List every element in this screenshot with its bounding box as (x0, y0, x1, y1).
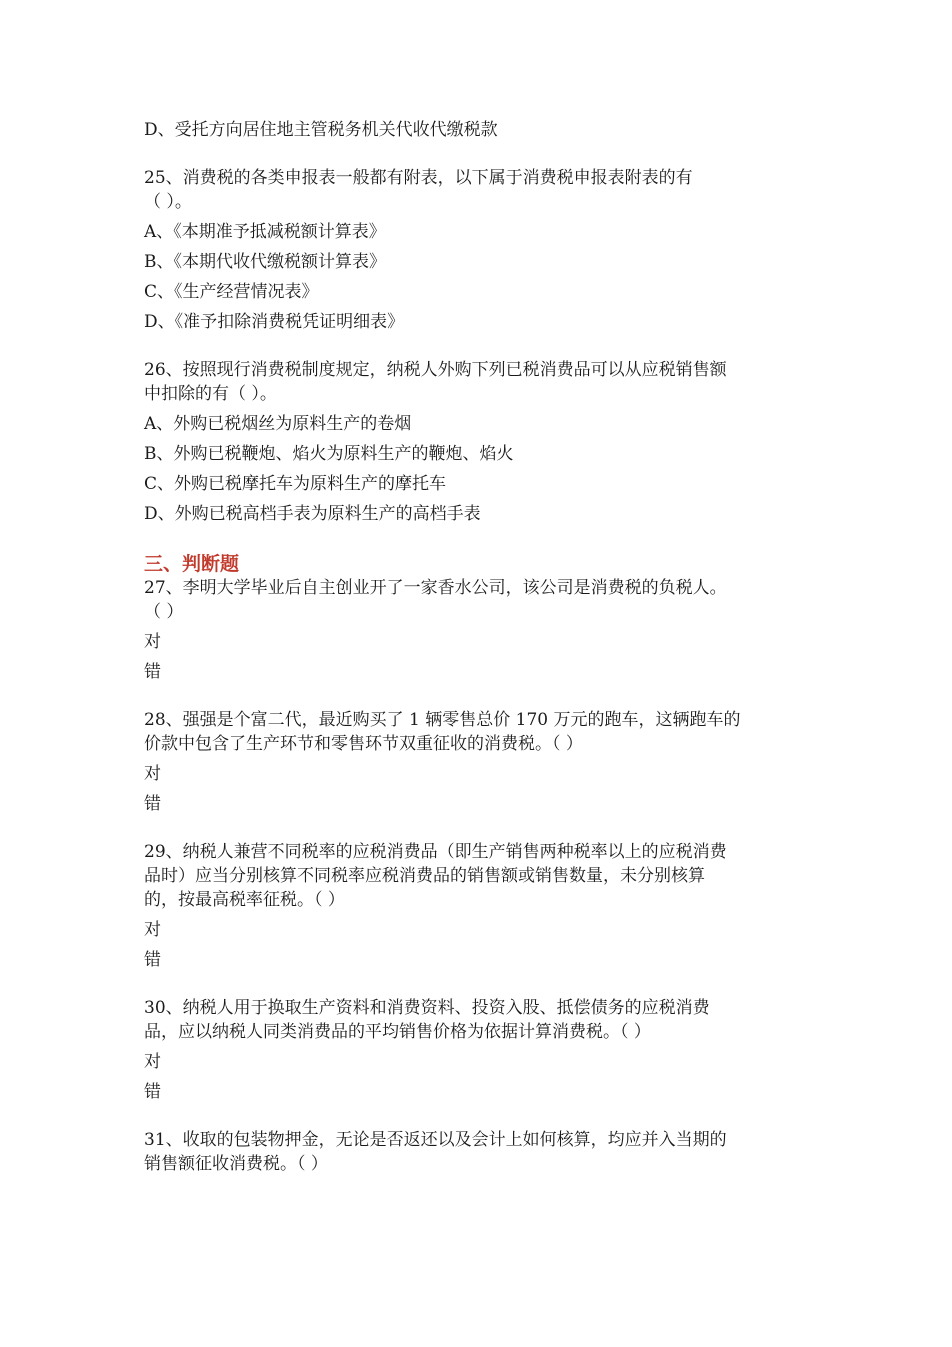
section-title-true-false: 三、判断题 (144, 553, 240, 575)
question-29 (144, 840, 814, 972)
option-a: A、《本期准予抵减税额计算表》 (144, 222, 386, 242)
option-c: C、外购已税摩托车为原料生产的摩托车 (144, 474, 447, 494)
question-stem: 27、李明大学毕业后自主创业开了一家香水公司，该公司是消费税的负税人。 (144, 578, 727, 598)
option-d: D、《准予扣除消费税凭证明细表》 (144, 312, 405, 332)
question-28 (144, 708, 814, 816)
question-stem: 销售额征收消费税。（ ） (144, 1154, 328, 1174)
option-false: 错 (144, 950, 161, 970)
question-stem: 25、消费税的各类申报表一般都有附表，以下属于消费税申报表附表的有 (144, 168, 693, 188)
option-a: A、外购已税烟丝为原料生产的卷烟 (144, 414, 412, 434)
option-d: D、外购已税高档手表为原料生产的高档手表 (144, 504, 481, 524)
question-30 (144, 996, 814, 1104)
option-b: B、《本期代收代缴税额计算表》 (144, 252, 386, 272)
option-true: 对 (144, 764, 161, 784)
question-stem: （ ）。 (144, 192, 192, 212)
question-31 (144, 1128, 814, 1176)
question-stem: 价款中包含了生产环节和零售环节双重征收的消费税。（ ） (144, 734, 583, 754)
option-c: C、《生产经营情况表》 (144, 282, 319, 302)
question-26 (144, 358, 814, 526)
question-25 (144, 166, 814, 334)
question-stem: 28、强强是个富二代，最近购买了 1 辆零售总价 170 万元的跑车，这辆跑车的 (144, 710, 741, 730)
question-stem: 中扣除的有（ ）。 (144, 384, 277, 404)
question-stem: 26、按照现行消费税制度规定，纳税人外购下列已税消费品可以从应税销售额 (144, 360, 727, 380)
question-list (144, 118, 814, 1176)
question-stem: （ ） (144, 602, 184, 622)
option-true: 对 (144, 1052, 161, 1072)
option-false: 错 (144, 662, 161, 682)
question-stem: 的，按最高税率征税。（ ） (144, 890, 345, 910)
option-b: B、外购已税鞭炮、焰火为原料生产的鞭炮、焰火 (144, 444, 514, 464)
option-d-q24: D、受托方向居住地主管税务机关代收代缴税款 (144, 120, 498, 140)
question-27 (144, 576, 814, 684)
question-stem: 31、收取的包装物押金，无论是否返还以及会计上如何核算，均应并入当期的 (144, 1130, 727, 1150)
option-false: 错 (144, 1082, 161, 1102)
question-stem: 30、纳税人用于换取生产资料和消费资料、投资入股、抵偿债务的应税消费 (144, 998, 710, 1018)
question-stem: 29、纳税人兼营不同税率的应税消费品（即生产销售两种税率以上的应税消费 (144, 842, 727, 862)
option-false: 错 (144, 794, 161, 814)
question-stem: 品时）应当分别核算不同税率应税消费品的销售额或销售数量，未分别核算 (144, 866, 705, 886)
question-stem: 品，应以纳税人同类消费品的平均销售价格为依据计算消费税。（ ） (144, 1022, 651, 1042)
option-true: 对 (144, 920, 161, 940)
option-true: 对 (144, 632, 161, 652)
